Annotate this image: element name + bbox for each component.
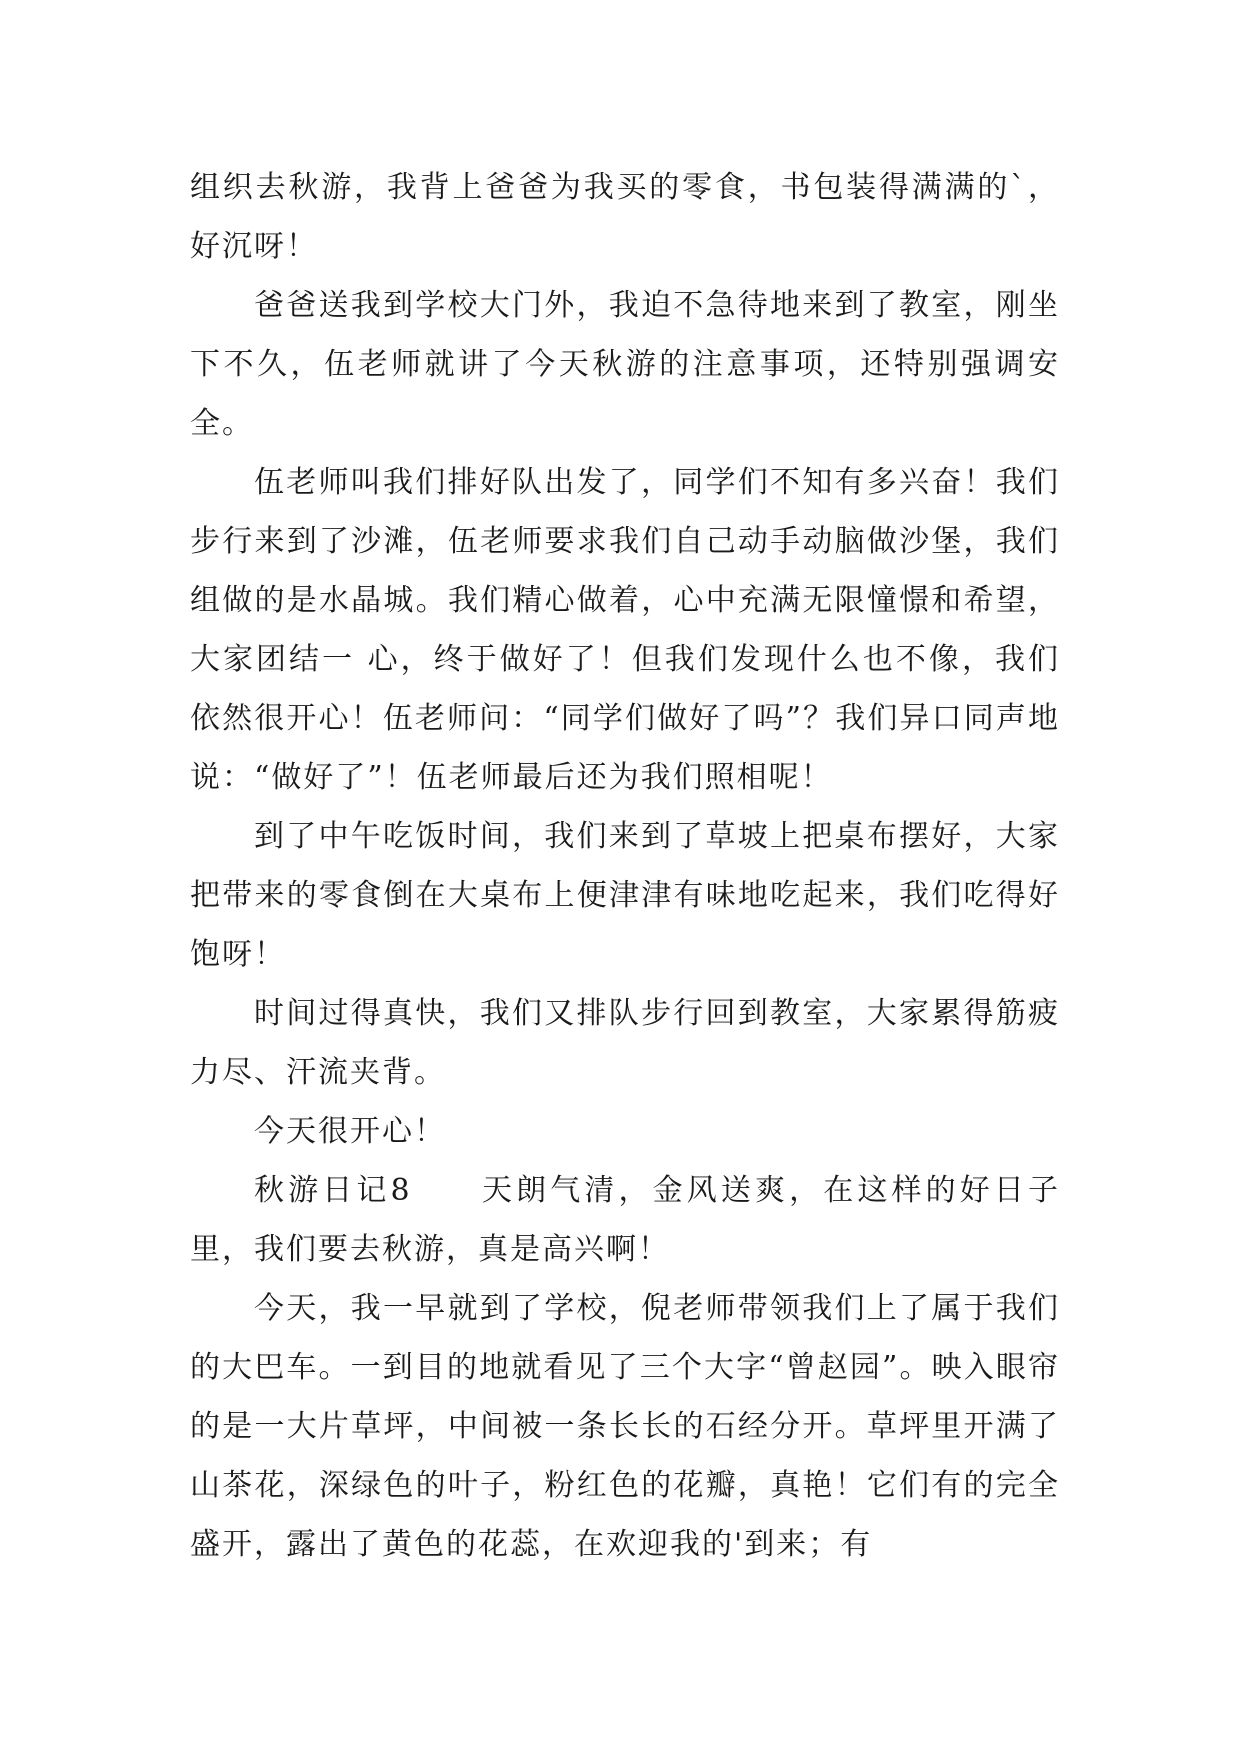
paragraph-4: 到了中午吃饭时间，我们来到了草坡上把桌布摆好，大家把带来的零食倒在大桌布上便津津有味地吃起来，我们吃得好饱呀！ xyxy=(190,819,1060,972)
paragraph-2: 爸爸送我到学校大门外，我迫不急待地来到了教室，刚坐下不久，伍老师就讲了今天秋游的注意事项，还特别强调安全。 xyxy=(190,288,1060,441)
paragraph-5: 时间过得真快，我们又排队步行回到教室，大家累得筋疲力尽、汗流夹背。 xyxy=(190,996,1060,1090)
paragraph-6: 今天很开心！ xyxy=(254,1114,446,1149)
document-body xyxy=(190,158,1060,1574)
paragraph-8: 今天，我一早就到了学校，倪老师带领我们上了属于我们的大巴车。一到目的地就看见了三个大字“曾赵园”。映入眼帘的是一大片草坪，中间被一条长长的石经分开。草坪里开满了山茶花，深绿色的叶子，粉红色的花瓣，真艳！它们有的完全盛开，露出了黄色的花蕊，在欢迎我的'到来；有 xyxy=(190,1291,1060,1562)
paragraph-1: 组织去秋游，我背上爸爸为我买的零食，书包装得满满的`，好沉呀！ xyxy=(190,170,1060,264)
paragraph-3: 伍老师叫我们排好队出发了，同学们不知有多兴奋！我们步行来到了沙滩，伍老师要求我们自己动手动脑做沙堡，我们组做的是水晶城。我们精心做着，心中充满无限憧憬和希望，大家团结一 心，终于做好了！但我们发现什么也不像，我们依然很开心！伍老师问：“同学们做好了吗”？我们异口同声地说：“做好了”！伍老师最后还为我们照相呢！ xyxy=(190,465,1060,795)
paragraph-7: 秋游日记8 天朗气清，金风送爽，在这样的好日子里，我们要去秋游，真是高兴啊！ xyxy=(190,1173,1060,1267)
